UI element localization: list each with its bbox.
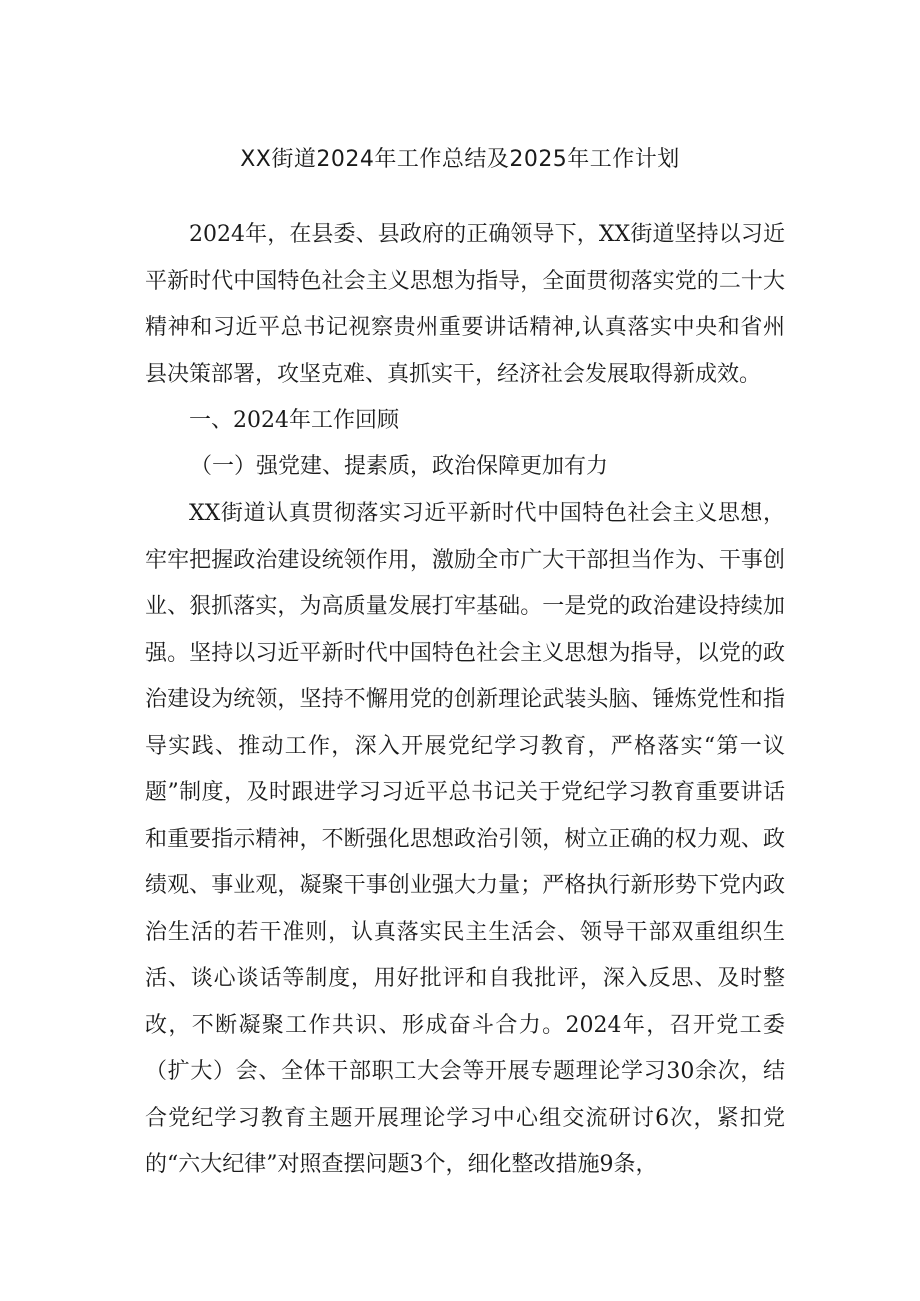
subsection-heading-party-building: （一）强党建、提素质，政治保障更加有力 (190, 454, 609, 479)
party-building-paragraph: XX街道认真贯彻落实习近平新时代中国特色社会主义思想，牢牢把握政治建设统领作用，激励全市广大干部担当作为、干事创业、狠抓落实，为高质量发展打牢基础。一是党的政治建设持续加强。坚持以习近平新时代中国特色社会主义思想为指导，以党的政治建设为统领，坚持不懈用党的创新理论武装头脑、锤炼党性和指导实践、推动工作，深入开展党纪学习教育，严格落实“第一议题”制度，及时跟进学习习近平总书记关于党纪学习教育重要讲话和重要指示精神，不断强化思想政治引领，树立正确的权力观、政绩观、事业观，凝聚干事创业强大力量；严格执行新形势下党内政治生活的若干准则，认真落实民主生活会、领导干部双重组织生活、谈心谈话等制度，用好批评和自我批评，深入反思、及时整改，不断凝聚工作共识、形成奋斗合力。2024年，召开党工委（扩大）会、全体干部职工大会等开展专题理论学习30余次，结合党纪学习教育主题开展理论学习中心组交流研讨6次，紧扣党的“六大纪律”对照查摆问题3个，细化整改措施9条， (145, 501, 785, 1177)
intro-paragraph: 2024年，在县委、县政府的正确领导下，XX街道坚持以习近平新时代中国特色社会主义思想为指导，全面贯彻落实党的二十大精神和习近平总书记视察贵州重要讲话精神,认真落实中央和省州县决策部署，攻坚克难、真抓实干，经济社会发展取得新成效。 (145, 222, 785, 387)
section-heading-work-review: 一、2024年工作回顾 (189, 408, 399, 433)
document-title: XX街道2024年工作总结及2025年工作计划 (240, 147, 680, 172)
